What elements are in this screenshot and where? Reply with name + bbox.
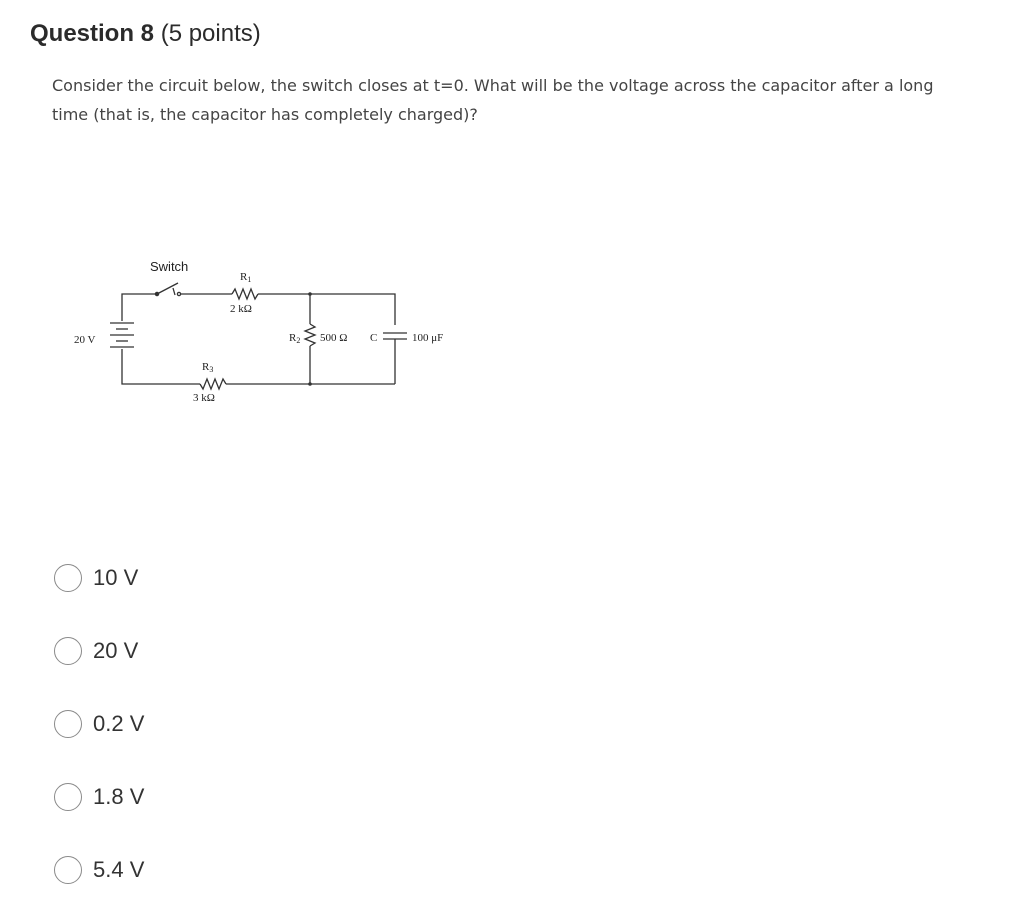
r3-label: R3 [202,361,214,374]
question-text: Consider the circuit below, the switch closes at t=0. What will be the voltage across the capacitor after a long time (that is, the capacitor has completely charged)? [52,76,934,124]
r3-value: 3 kΩ [193,392,215,404]
question-header [30,18,261,50]
option-1-8v[interactable] [54,777,144,817]
question-title: Question 8 [30,20,155,47]
c-value: 100 μF [412,332,444,344]
question-points: (5 points) [160,20,261,47]
option-label: 0.2 V [93,711,145,736]
option-label: 5.4 V [93,857,145,882]
circuit-diagram [60,250,480,420]
radio-button[interactable] [54,564,82,592]
switch-label: Switch [150,259,189,274]
r2-label: R2 [289,332,301,345]
option-label: 20 V [93,638,139,663]
battery-label: 20 V [74,334,96,346]
option-10v[interactable] [54,558,144,598]
option-5-4v[interactable] [54,850,144,890]
r1-value: 2 kΩ [230,303,252,315]
radio-button[interactable] [54,637,82,665]
answer-options [54,558,144,923]
option-label: 10 V [93,565,139,590]
r1-label: R1 [240,271,252,284]
radio-button[interactable] [54,856,82,884]
option-label: 1.8 V [93,784,145,809]
option-0-2v[interactable] [54,704,144,744]
option-20v[interactable] [54,631,144,671]
radio-button[interactable] [54,783,82,811]
c-label: C [370,332,378,344]
radio-button[interactable] [54,710,82,738]
r2-value: 500 Ω [320,332,348,344]
